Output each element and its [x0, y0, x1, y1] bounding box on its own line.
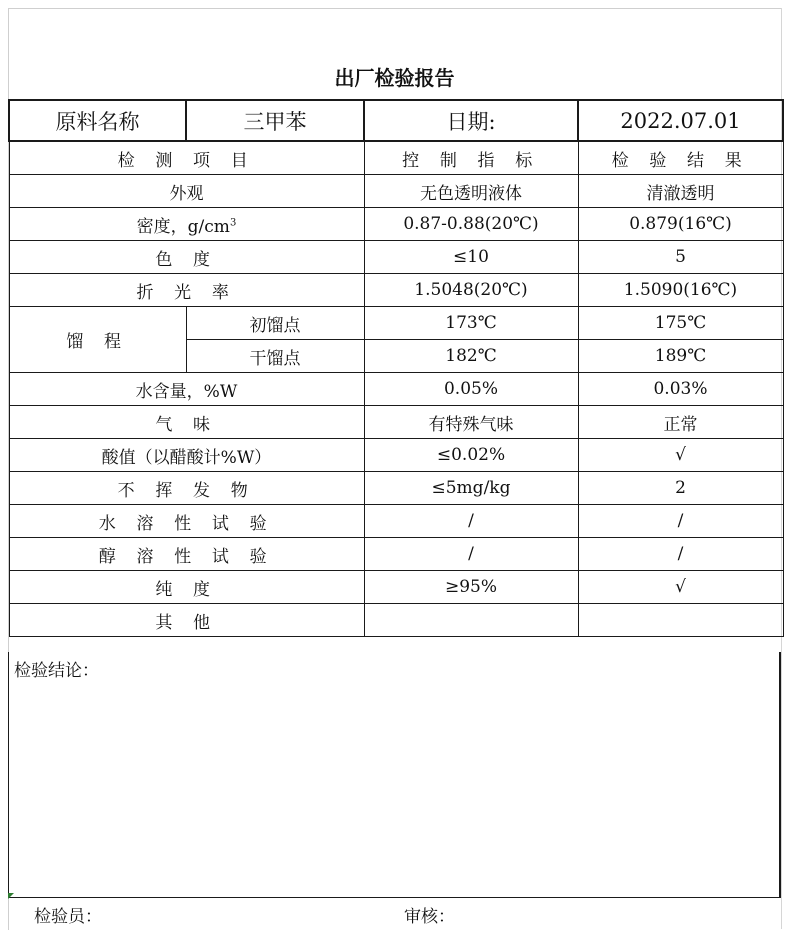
spec-cell[interactable]: ≤5mg/kg [364, 472, 578, 505]
table-row [9, 274, 783, 307]
spec-cell[interactable]: 0.87-0.88(20℃) [364, 208, 578, 241]
report-title: 出厂检验报告 [334, 66, 455, 90]
result-cell[interactable]: 清澈透明 [578, 175, 783, 208]
result-cell[interactable]: 0.03% [578, 373, 783, 406]
result-cell[interactable]: 1.5090(16℃) [578, 274, 783, 307]
table-row [9, 505, 783, 538]
item-cell[interactable]: 酸值（以醋酸计%W） [9, 439, 364, 472]
table-row [9, 439, 783, 472]
spec-cell[interactable]: 无色透明液体 [364, 175, 578, 208]
table-row [9, 241, 783, 274]
result-cell[interactable]: 5 [578, 241, 783, 274]
header-row [9, 100, 783, 141]
table-row [9, 571, 783, 604]
spec-cell[interactable]: ≤0.02% [364, 439, 578, 472]
column-header-result[interactable]: 检 验 结 果 [578, 141, 783, 175]
item-cell[interactable]: 不 挥 发 物 [9, 472, 364, 505]
item-cell[interactable]: 醇 溶 性 试 验 [9, 538, 364, 571]
column-header-spec[interactable]: 控 制 指 标 [364, 141, 578, 175]
table-row [9, 373, 783, 406]
result-cell[interactable]: 175℃ [578, 307, 783, 340]
date-label[interactable]: 日期: [364, 100, 578, 141]
material-name-label[interactable]: 原料名称 [9, 100, 186, 141]
item-cell[interactable] [9, 208, 364, 241]
date-value[interactable]: 2022.07.01 [578, 100, 783, 141]
spec-cell[interactable]: 有特殊气味 [364, 406, 578, 439]
spec-cell[interactable]: ≤10 [364, 241, 578, 274]
item-cell[interactable]: 其 他 [9, 604, 364, 637]
result-cell[interactable]: √ [578, 571, 783, 604]
item-cell[interactable]: 外观 [9, 175, 364, 208]
item-cell[interactable]: 水含量，%W [9, 373, 364, 406]
result-cell[interactable]: / [578, 538, 783, 571]
table-row [9, 604, 783, 637]
result-cell[interactable]: 189℃ [578, 340, 783, 373]
spec-cell[interactable]: / [364, 538, 578, 571]
spec-cell[interactable] [364, 604, 578, 637]
item-cell[interactable]: 色 度 [9, 241, 364, 274]
inspector-label: 检验员： [34, 907, 102, 927]
item-cell[interactable]: 水 溶 性 试 验 [9, 505, 364, 538]
item-cell[interactable]: 初馏点 [186, 307, 364, 340]
table-row [9, 538, 783, 571]
table-row [9, 406, 783, 439]
column-header-row [9, 141, 783, 175]
report-table [8, 99, 784, 637]
result-cell[interactable]: 2 [578, 472, 783, 505]
result-cell[interactable] [578, 604, 783, 637]
density-unit-superscript: 3 [229, 216, 237, 228]
cell-comment-marker [8, 893, 14, 899]
density-label: 密度，g/cm [136, 216, 230, 237]
result-cell[interactable]: 0.879(16℃) [578, 208, 783, 241]
table-row [9, 307, 783, 340]
spec-cell[interactable]: ≥95% [364, 571, 578, 604]
distillation-group-cell[interactable]: 馏 程 [9, 307, 186, 373]
spec-cell[interactable]: 182℃ [364, 340, 578, 373]
result-cell[interactable]: 正常 [578, 406, 783, 439]
spec-cell[interactable]: 1.5048(20℃) [364, 274, 578, 307]
item-cell[interactable]: 干馏点 [186, 340, 364, 373]
table-row [9, 175, 783, 208]
spec-cell[interactable]: 0.05% [364, 373, 578, 406]
reviewer-label: 审核： [404, 907, 455, 927]
material-name-value[interactable]: 三甲苯 [186, 100, 364, 141]
item-cell[interactable]: 气 味 [9, 406, 364, 439]
spec-cell[interactable]: 173℃ [364, 307, 578, 340]
table-row [9, 208, 783, 241]
result-cell[interactable]: / [578, 505, 783, 538]
table-row [9, 472, 783, 505]
column-header-item[interactable]: 检 测 项 目 [9, 141, 364, 175]
spec-cell[interactable]: / [364, 505, 578, 538]
conclusion-box[interactable] [8, 652, 781, 898]
item-cell[interactable]: 折 光 率 [9, 274, 364, 307]
item-cell[interactable]: 纯 度 [9, 571, 364, 604]
result-cell[interactable]: √ [578, 439, 783, 472]
conclusion-label: 检验结论： [14, 661, 99, 681]
